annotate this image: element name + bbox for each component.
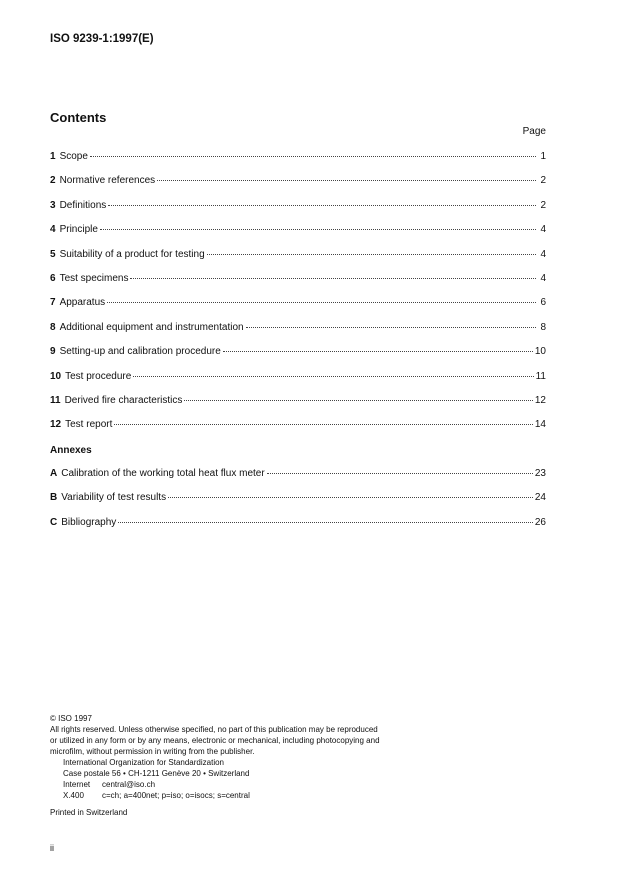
annex-letter: A [50, 468, 58, 480]
leader-dots [100, 229, 536, 230]
leader-dots [267, 473, 533, 474]
copyright-block [50, 713, 380, 818]
annex-title: Bibliography [61, 516, 117, 528]
toc-entry-page: 6 [540, 297, 546, 309]
leader-dots [207, 254, 536, 255]
organization-name: International Organization for Standardization [63, 758, 224, 767]
toc-entry-page: 2 [540, 199, 546, 211]
toc-entry[interactable] [50, 224, 546, 248]
toc-entry-page: 11 [535, 370, 546, 382]
toc-entry-title: Apparatus [59, 297, 106, 309]
toc-entry-title: Normative references [59, 175, 156, 187]
internet-address: central@iso.ch [102, 780, 156, 789]
toc-entry-page: 12 [534, 394, 546, 406]
toc-entry-number: 10 [50, 370, 62, 382]
annex-page: 23 [534, 468, 546, 480]
annex-entry[interactable] [50, 517, 546, 541]
table-of-contents [50, 151, 546, 541]
toc-entry[interactable] [50, 249, 546, 273]
toc-entry[interactable] [50, 200, 546, 224]
annex-page: 26 [534, 516, 546, 528]
toc-entry-number: 9 [50, 346, 56, 358]
toc-entry-number: 6 [50, 272, 56, 284]
toc-entry-page: 14 [534, 419, 546, 431]
toc-entry-number: 12 [50, 419, 62, 431]
annex-letter: B [50, 492, 58, 504]
toc-entry-page: 2 [540, 175, 546, 187]
leader-dots [223, 351, 533, 352]
leader-dots [118, 522, 533, 523]
leader-dots [157, 180, 536, 181]
internet-label: Internet [63, 780, 91, 789]
organization-address: Case postale 56 • CH-1211 Genève 20 • Switzerland [63, 769, 250, 778]
toc-entry-title: Test report [65, 419, 113, 431]
rights-text: microfilm, without permission in writing from the publisher. [50, 747, 255, 756]
toc-entry-title: Principle [59, 224, 98, 236]
leader-dots [133, 376, 533, 377]
toc-entry[interactable] [50, 419, 546, 443]
toc-entry-page: 1 [540, 151, 546, 162]
toc-entry-title: Definitions [59, 199, 107, 211]
x400-label: X.400 [63, 791, 84, 800]
toc-entry-number: 5 [50, 248, 56, 260]
toc-entry[interactable] [50, 346, 546, 370]
toc-entry-page: 4 [540, 272, 546, 284]
toc-entry-title: Setting-up and calibration procedure [59, 346, 221, 358]
annex-letter: C [50, 516, 58, 528]
x400-address: c=ch; a=400net; p=iso; o=isocs; s=central [102, 791, 250, 800]
internet-line [50, 779, 380, 790]
toc-entry[interactable] [50, 371, 546, 395]
document-id: ISO 9239-1:1997(E) [50, 33, 154, 45]
contents-title: Contents [50, 110, 107, 125]
rights-text: or utilized in any form or by any means, electronic or mechanical, including photocopying and [50, 736, 380, 745]
toc-entry-page: 4 [540, 248, 546, 260]
annex-entry[interactable] [50, 492, 546, 516]
toc-entry-title: Test specimens [59, 272, 129, 284]
annex-title: Calibration of the working total heat flux meter [61, 468, 265, 480]
leader-dots [168, 497, 533, 498]
x400-line [50, 790, 380, 801]
rights-text: All rights reserved. Unless otherwise specified, no part of this publication may be reproduced [50, 725, 378, 734]
leader-dots [184, 400, 532, 401]
toc-entry-number: 4 [50, 224, 56, 236]
toc-entry-page: 8 [540, 321, 546, 333]
annex-title: Variability of test results [61, 492, 167, 504]
toc-entry-title: Derived fire characteristics [64, 394, 183, 406]
printed-in: Printed in Switzerland [50, 808, 128, 817]
toc-entry-title: Additional equipment and instrumentation [59, 321, 244, 333]
annexes-heading: Annexes [50, 444, 92, 456]
leader-dots [90, 156, 536, 157]
toc-entry-number: 11 [50, 394, 61, 406]
leader-dots [130, 278, 536, 279]
toc-entry-number: 1 [50, 151, 56, 162]
toc-entry[interactable] [50, 175, 546, 199]
leader-dots [114, 424, 533, 425]
toc-entry[interactable] [50, 297, 546, 321]
toc-entry[interactable] [50, 151, 546, 175]
toc-entry-title: Scope [59, 151, 88, 162]
toc-entry-page: 10 [534, 346, 546, 358]
toc-entry-number: 2 [50, 175, 56, 187]
toc-entry-page: 4 [540, 224, 546, 236]
leader-dots [107, 302, 536, 303]
toc-entry-number: 8 [50, 321, 56, 333]
leader-dots [108, 205, 536, 206]
annex-entry[interactable] [50, 468, 546, 492]
toc-entry[interactable] [50, 273, 546, 297]
page-column-heading: Page [522, 126, 546, 137]
page-number: ii [50, 843, 54, 853]
toc-entry-title: Suitability of a product for testing [59, 248, 205, 260]
toc-entry-title: Test procedure [65, 370, 132, 382]
copyright-line: © ISO 1997 [50, 714, 92, 723]
toc-entry-number: 3 [50, 199, 56, 211]
toc-entry-number: 7 [50, 297, 56, 309]
annex-page: 24 [534, 492, 546, 504]
leader-dots [246, 327, 536, 328]
toc-entry[interactable] [50, 322, 546, 346]
toc-entry[interactable] [50, 395, 546, 419]
